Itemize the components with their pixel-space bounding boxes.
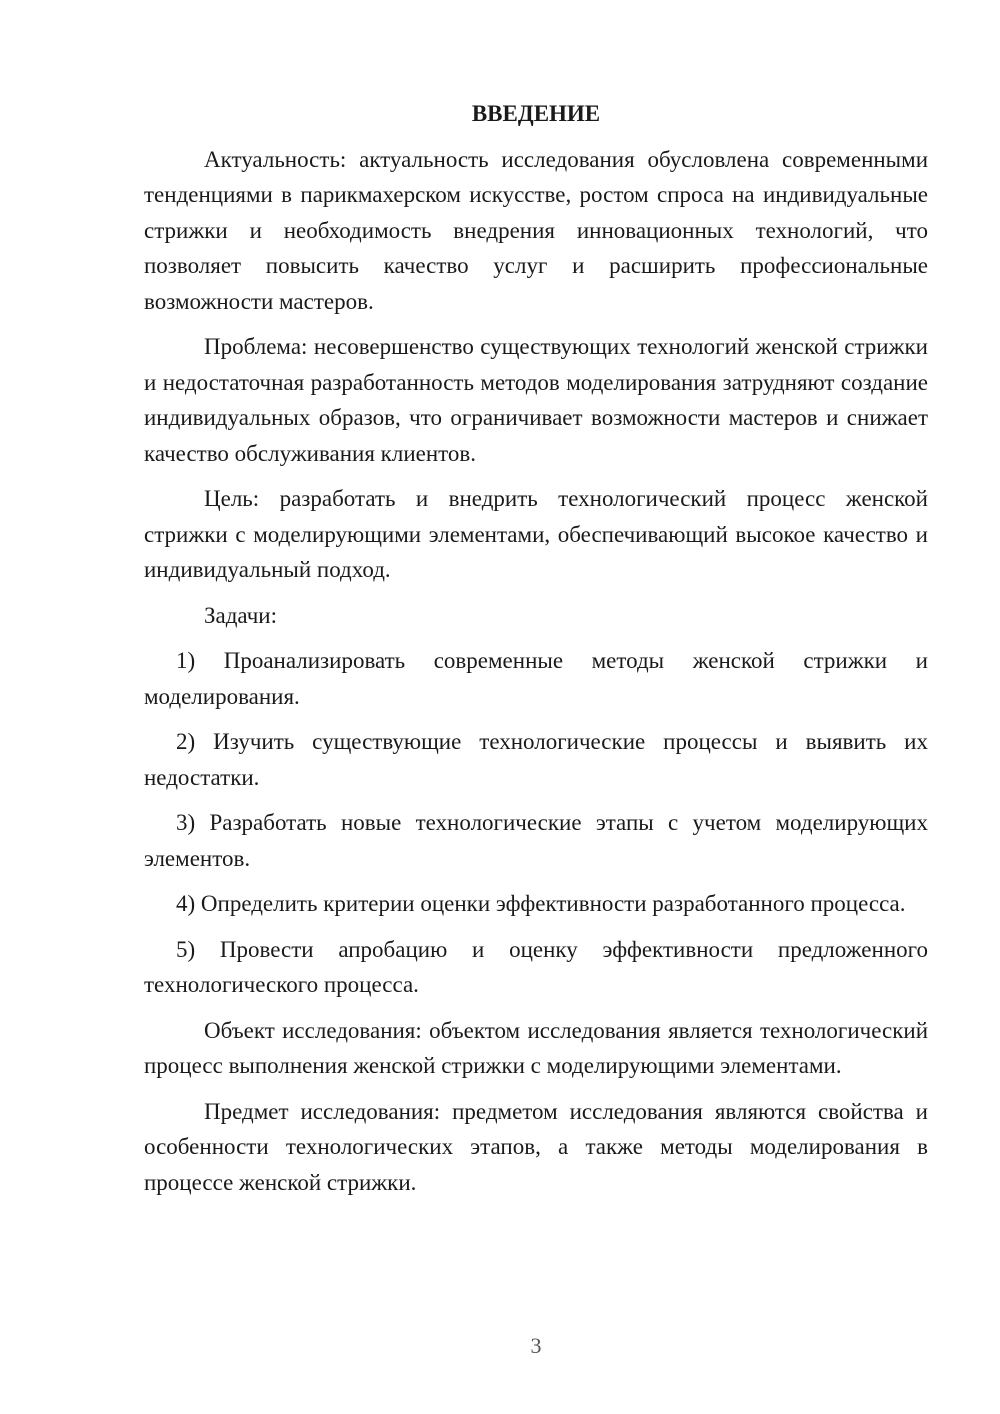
goal-paragraph: Цель: разработать и внедрить технологический процесс женской стрижки с моделирующими элементами, обеспечивающий высокое качество и индивидуальный подход. [144,486,928,582]
task-item-3: 3) Разработать новые технологические этапы с учетом моделирующих элементов. [144,810,928,871]
relevance-paragraph: Актуальность: актуальность исследования обусловлена современными тенденциями в парикмахерском искусстве, ростом спроса на индивидуальные стрижки и необходимость внедрения инновационных технологий, что позволяет повысить качество услуг и расширить профессиональные возможности мастеров. [144,146,928,314]
task-item-5: 5) Провести апробацию и оценку эффективности предложенного технологического процесса. [144,936,928,997]
object-paragraph: Объект исследования: объектом исследования является технологический процесс выполнения женской стрижки с моделирующими элементами. [144,1017,928,1078]
task-item-1: 1) Проанализировать современные методы женской стрижки и моделирования. [144,648,928,709]
page-number: 3 [530,1333,542,1358]
document-page [144,96,928,1210]
tasks-label: Задачи: [204,602,277,628]
subject-paragraph: Предмет исследования: предметом исследования являются свойства и особенности технологических этапов, а также методы моделирования в процессе женской стрижки. [144,1098,928,1195]
section-heading: ВВЕДЕНИЕ [471,101,601,126]
problem-paragraph: Проблема: несовершенство существующих технологий женской стрижки и недостаточная разработанность методов моделирования затрудняют создание индивидуальных образов, что ограничивает возможности мастеров и снижает качество обслуживания клиентов. [144,334,928,466]
task-item-4: 4) Определить критерии оценки эффективности разработанного процесса. [176,891,906,916]
task-item-2: 2) Изучить существующие технологические процессы и выявить их недостатки. [144,729,928,790]
